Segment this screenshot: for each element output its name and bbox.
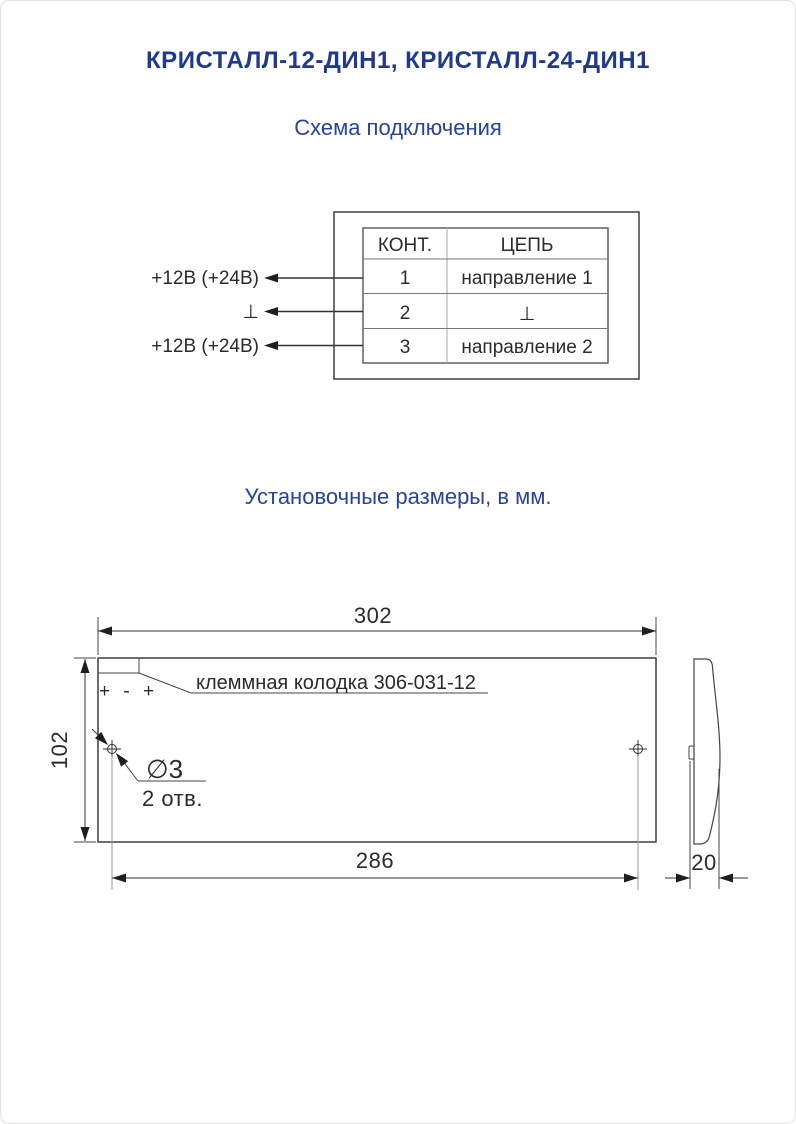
page-title: КРИСТАЛЛ-12-ДИН1, КРИСТАЛЛ-24-ДИН1: [146, 47, 650, 74]
dimension-height-102: [47, 658, 96, 842]
arrowhead-icon: [98, 627, 112, 636]
arrowhead-icon: [676, 874, 690, 883]
circuit-2: ⊥: [518, 304, 536, 325]
wire-1-label: +12В (+24В): [151, 268, 259, 289]
dimensions-section-title: Установочные размеры, в мм.: [244, 484, 552, 509]
arrowhead-icon: [642, 627, 656, 636]
hole-diameter-label: ∅3: [146, 754, 184, 784]
hole-count-label: 2 отв.: [142, 786, 203, 811]
hole-diameter-callout: [112, 750, 206, 811]
arrowhead-icon: [81, 659, 90, 673]
terminal-block: [98, 658, 488, 702]
hole-pointer-leader: [92, 729, 111, 748]
pin-1: 1: [399, 268, 411, 289]
depth-value: 20: [691, 850, 717, 875]
dimension-hole-spacing-286: [112, 756, 638, 890]
terminal-block-label: клеммная колодка 306-031-12: [196, 672, 476, 694]
wire-2-arrowhead-icon: [264, 307, 278, 316]
mounting-hole-right: [629, 740, 647, 758]
wire-3-label: +12В (+24В): [151, 336, 259, 357]
width-value: 302: [353, 603, 393, 628]
wiring-diagram: [151, 212, 639, 379]
pin-3: 3: [399, 337, 411, 358]
arrowhead-icon: [719, 874, 733, 883]
col-header-pin: КОНТ.: [377, 235, 433, 256]
wire-2-label: ⊥: [242, 302, 259, 323]
hole-spacing-value: 286: [355, 848, 395, 873]
arrowhead-icon: [624, 874, 638, 883]
col-header-circuit: ЦЕПЬ: [500, 235, 554, 256]
wire-1-arrowhead-icon: [264, 274, 278, 283]
circuit-1: направление 1: [461, 268, 593, 289]
side-notch: [689, 746, 694, 759]
pin-table: [363, 228, 608, 363]
arrowhead-icon: [112, 874, 126, 883]
circuit-3: направление 2: [461, 337, 593, 358]
dimension-drawing: [47, 603, 748, 890]
pin-2: 2: [399, 303, 411, 324]
device-side-view: [689, 659, 720, 844]
wiring-section-title: Схема подключения: [294, 115, 502, 140]
wire-arrows: [151, 268, 363, 357]
arrowhead-icon: [81, 827, 90, 841]
polarity-marking: + - +: [99, 681, 159, 702]
side-profile: [694, 659, 720, 844]
technical-drawing: [1, 1, 795, 1123]
wire-3-arrowhead-icon: [264, 341, 278, 350]
height-value: 102: [47, 730, 72, 770]
dimension-width-302: [98, 603, 656, 655]
